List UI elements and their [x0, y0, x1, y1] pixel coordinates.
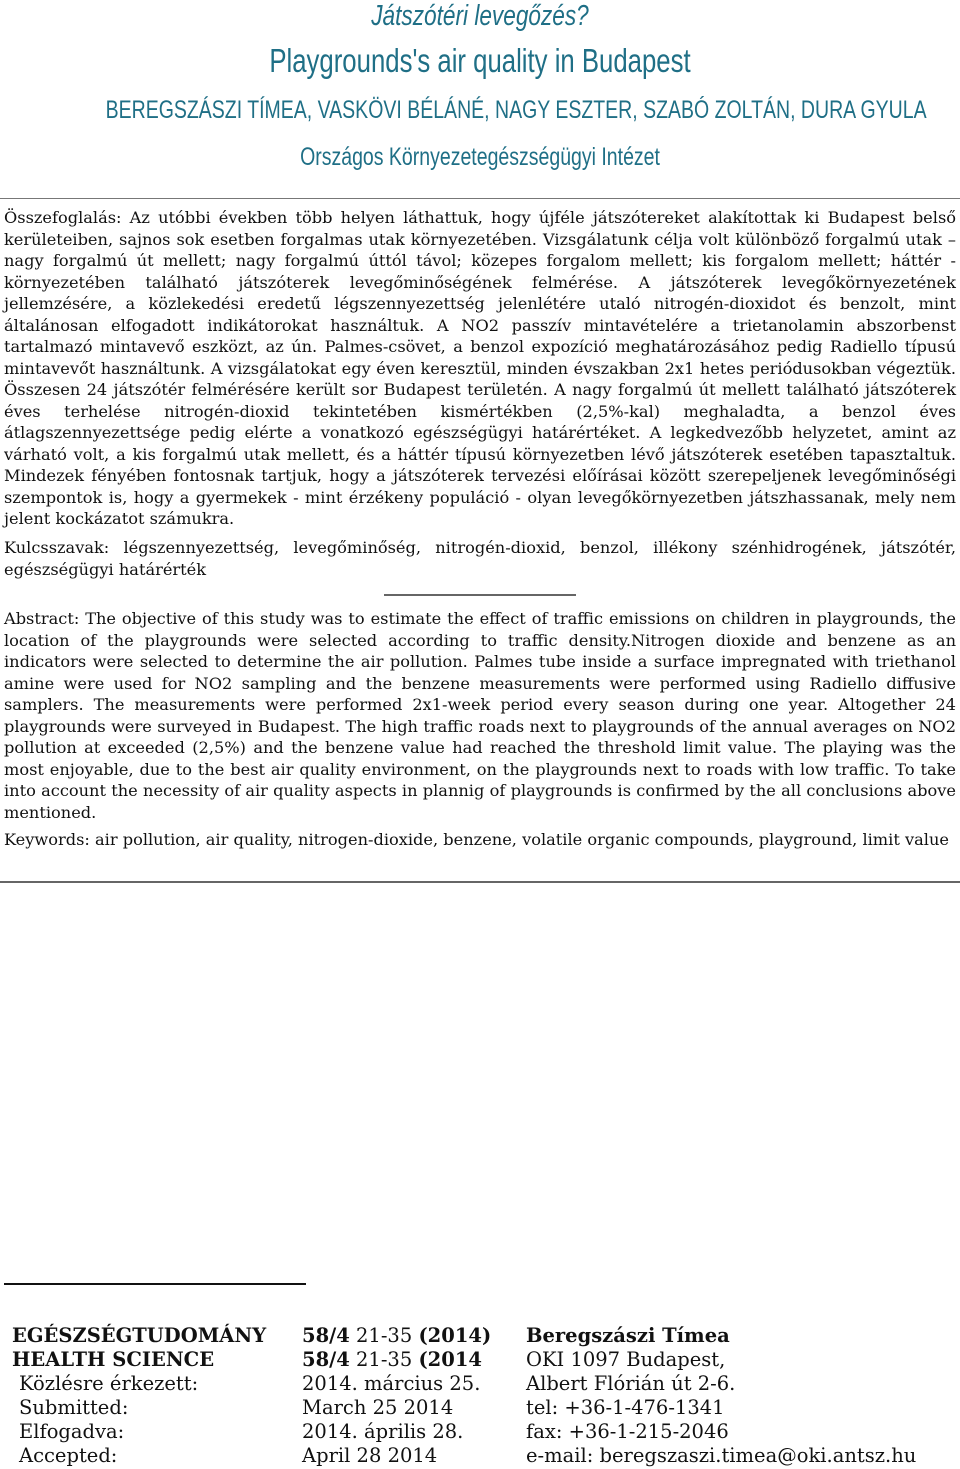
- title-english: Playgrounds's air quality in Budapest: [269, 42, 691, 79]
- accepted-label: Accepted:: [19, 1444, 118, 1467]
- summary-hungarian: [4, 207, 956, 530]
- section-divider: [384, 594, 576, 596]
- keywords-english: [4, 829, 956, 851]
- keywords-en-text: air pollution, air quality, nitrogen-dioxide, benzene, volatile organic compounds, playground, limit value: [89, 830, 949, 849]
- title-hungarian: Játszótéri levegőzés?: [371, 0, 589, 32]
- author-list: BEREGSZÁSZI TÍMEA, VASKÖVI BÉLÁNÉ, NAGY ESZTER, SZABÓ ZOLTÁN, DURA GYULA: [105, 96, 927, 124]
- volume-year-2: (2014: [418, 1348, 482, 1371]
- contact-name: Beregszászi Tímea: [526, 1324, 730, 1347]
- accepted-hu-date: 2014. április 28.: [302, 1420, 464, 1443]
- keywords-hu-text: légszennyezettség, levegőminőség, nitrogén-dioxid, benzol, illékony szénhidrogének, játszótér, egészségügyi határérték: [4, 538, 956, 579]
- received-date: 2014. március 25.: [302, 1372, 481, 1395]
- keywords-hu-label: Kulcsszavak:: [4, 538, 110, 557]
- volume-number-2: 58/4: [302, 1348, 350, 1371]
- footer-journal-column: [12, 1324, 266, 1468]
- keywords-en-label: Keywords:: [4, 830, 90, 849]
- contact-street: Albert Flórián út 2-6.: [526, 1372, 736, 1395]
- volume-year-1: (2014): [418, 1324, 492, 1347]
- volume-line-2: [302, 1348, 491, 1372]
- footnote-divider: [4, 1283, 306, 1285]
- submitted-label: Submitted:: [19, 1396, 129, 1419]
- journal-name-en: HEALTH SCIENCE: [12, 1348, 215, 1371]
- abstract-text: The objective of this study was to estimate the effect of traffic emissions on children in playgrounds, the location of the playgrounds were selected according to traffic density.Nitrogen dioxide and benzene as an indicators were selected to determine the air pollution. Palmes tube inside a surface impregnated with triethanol amine were used for NO2 sampling and the benzene measurements were performed using Radiello diffusive samplers. The measurements were performed 2x1-week period every season during one year. Altogether 24 playgrounds were surveyed in Budapest. The high traffic roads next to playgrounds of the annual averages on NO2 pollution at exceeded (2,5%) and the benzene value had reached the threshold limit value. The playing was the most enjoyable, due to the best air quality environment, on the playgrounds next to roads with low traffic. To take into account the necessity of air quality aspects in plannig of playgrounds is confirmed by the all conclusions above mentioned.: [4, 609, 956, 822]
- footer-contact-column: [526, 1324, 916, 1468]
- contact-organization: OKI 1097 Budapest,: [526, 1348, 726, 1371]
- volume-pages-1: 21-35: [349, 1324, 419, 1347]
- journal-name-hu: EGÉSZSÉGTUDOMÁNY: [12, 1324, 267, 1347]
- header-divider: [0, 198, 960, 199]
- keywords-hungarian: [4, 537, 956, 580]
- volume-line-1: [302, 1324, 491, 1348]
- volume-number-1: 58/4: [302, 1324, 350, 1347]
- abstract-divider: [0, 881, 960, 883]
- accepted-hu-label: Elfogadva:: [19, 1420, 125, 1443]
- received-label: Közlésre érkezett:: [19, 1372, 199, 1395]
- submitted-date: March 25 2014: [302, 1396, 454, 1419]
- footer-volume-column: [302, 1324, 491, 1468]
- contact-email: e-mail: beregszaszi.timea@oki.antsz.hu: [526, 1444, 917, 1467]
- accepted-date: April 28 2014: [302, 1444, 438, 1467]
- contact-telephone: tel: +36-1-476-1341: [526, 1396, 725, 1419]
- institute-name: Országos Környezetegészségügyi Intézet: [300, 143, 660, 171]
- contact-fax: fax: +36-1-215-2046: [526, 1420, 729, 1443]
- abstract-english: [4, 608, 956, 823]
- summary-text: Az utóbbi években több helyen láthattuk, hogy újféle játszótereket alakítottak ki Budapest belső kerületeiben, sajnos sok esetben forgalmas utak környezetében. Vizsgálatunk célja volt különböző forgalmú utak – nagy forgalmú út mellett; nagy forgalmú úttól távol; közepes forgalom mellett; kis forgalom mellett; háttér - környezetében található játszóterek levegőminőségének felmérése. A játszóterek levegőkörnyezetének jellemzésére, a közlekedési eredetű légszennyezettség jelenlétére utaló nitrogén-dioxidot és benzolt, mint általánosan elfogadott indikátorokat használtuk. A NO2 passzív mintavételére a trietanolamin abszorbenst tartalmazó mintavevő eszközt, az ún. Palmes-csövet, a benzol expozíció meghatározásához pedig Radiello típusú mintavevőt használtunk. A vizsgálatokat egy éven keresztül, minden évszakban 2x1 hetes periódusokban végeztük. Összesen 24 játszótér felmérésére került sor Budapest területén. A nagy forgalmú út mellett található játszóterek éves terhelése nitrogén-dioxid tekintetében kismértékben (2,5%-kal) meghaladta, a benzol éves átlagszennyezettsége pedig elérte a vonatkozó egészségügyi határértéket. A legkedvezőbb helyzetet, amint az várható volt, a kis forgalmú utak mellett, és a háttér típusú környezetben lévő játszóterek esetében tapasztaltuk. Mindezek fényében fontosnak tartjuk, hogy a játszóterek tervezési előírásai között szerepeljenek levegőminőségi szempontok is, hogy a gyermekek - mint érzékeny populáció - olyan levegőkörnyezetben játszhassanak, mely nem jelent kockázatot számukra.: [4, 208, 956, 528]
- volume-pages-2: 21-35: [349, 1348, 419, 1371]
- summary-label: Összefoglalás:: [4, 208, 122, 227]
- abstract-label: Abstract:: [4, 609, 80, 628]
